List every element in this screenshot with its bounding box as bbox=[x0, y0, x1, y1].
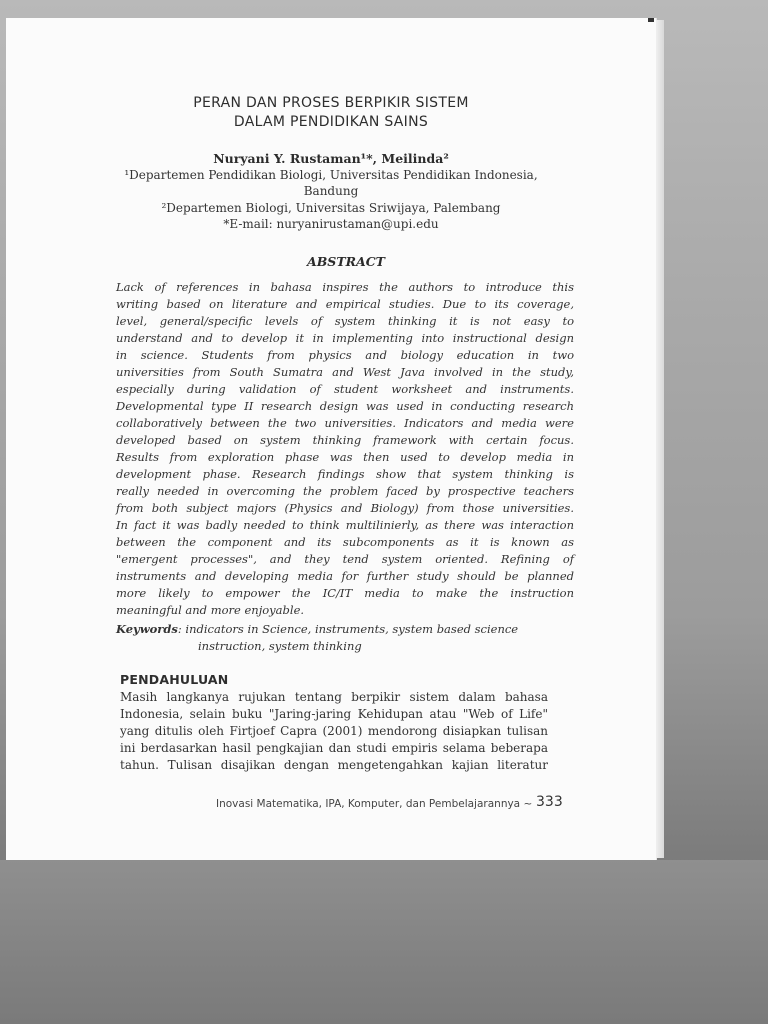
page-edge-shadow bbox=[656, 20, 664, 858]
abstract-heading: ABSTRACT bbox=[307, 254, 385, 269]
abstract-line: developed based on system thinking framework with certain focus. bbox=[116, 433, 574, 447]
body-line: Masih langkanya rujukan tentang berpikir sistem dalam bahasa bbox=[120, 690, 548, 704]
running-footer: Inovasi Matematika, IPA, Komputer, dan Pembelajarannya ~ bbox=[216, 798, 533, 810]
keywords-line-1 bbox=[116, 622, 518, 636]
body-line: ini berdasarkan hasil pengkajian dan studi empiris selama beberapa bbox=[120, 741, 548, 755]
abstract-line: between the component and its subcomponents as it is known as bbox=[116, 535, 574, 549]
body-line: tahun. Tulisan disajikan dengan mengetengahkan kajian literatur bbox=[120, 758, 548, 772]
scanner-bed bbox=[0, 860, 768, 1024]
scan-corner-mark bbox=[648, 18, 654, 22]
abstract-line: Results from exploration phase was then used to develop media in bbox=[116, 450, 574, 464]
abstract-line: especially during validation of student worksheet and instruments. bbox=[116, 382, 574, 396]
paper-title-line-2: DALAM PENDIDIKAN SAINS bbox=[233, 114, 429, 130]
abstract-line: "emergent processes", and they tend system oriented. Refining of bbox=[116, 552, 574, 566]
author-email: *E-mail: nuryanirustaman@upi.edu bbox=[223, 217, 439, 231]
keywords-text-1: : indicators in Science, instruments, system based science bbox=[177, 622, 519, 636]
abstract-line: understand and to develop it in implementing into instructional design bbox=[116, 331, 574, 345]
keywords-text-2: instruction, system thinking bbox=[198, 639, 362, 653]
body-line: Indonesia, selain buku "Jaring-jaring Kehidupan atau "Web of Life" bbox=[120, 707, 548, 721]
abstract-line: In fact it was badly needed to think multilinierly, as there was interaction bbox=[116, 518, 574, 532]
abstract-line: in science. Students from physics and biology education in two bbox=[116, 348, 574, 362]
page-number: 333 bbox=[536, 794, 563, 810]
abstract-line: Lack of references in bahasa inspires the authors to introduce this bbox=[116, 280, 574, 294]
abstract-line: development phase. Research findings show that system thinking is bbox=[116, 467, 574, 481]
abstract-line: Developmental type II research design was used in conducting research bbox=[116, 399, 574, 413]
paper-page bbox=[6, 18, 656, 860]
abstract-line: collaboratively between the two universities. Indicators and media were bbox=[116, 416, 574, 430]
abstract-line: really needed in overcoming the problem faced by prospective teachers bbox=[116, 484, 574, 498]
paper-title-line-1: PERAN DAN PROSES BERPIKIR SISTEM bbox=[193, 95, 469, 111]
abstract-line: universities from South Sumatra and West Java involved in the study, bbox=[116, 365, 574, 379]
abstract-line: instruments and developing media for further study should be planned bbox=[116, 569, 574, 583]
abstract-line: meaningful and more enjoyable. bbox=[116, 603, 305, 617]
body-line: yang ditulis oleh Firtjoef Capra (2001) mendorong disiapkan tulisan bbox=[120, 724, 548, 738]
abstract-line: writing based on literature and empirical studies. Due to its coverage, bbox=[116, 297, 574, 311]
abstract-line: level, general/specific levels of system thinking it is not easy to bbox=[116, 314, 574, 328]
affiliation-1-city: Bandung bbox=[303, 184, 359, 198]
section-heading: PENDAHULUAN bbox=[120, 672, 229, 687]
abstract-line: more likely to empower the IC/IT media to make the instruction bbox=[116, 586, 574, 600]
abstract-line: from both subject majors (Physics and Biology) from those universities. bbox=[116, 501, 574, 515]
affiliation-2: ²Departemen Biologi, Universitas Sriwijaya, Palembang bbox=[161, 201, 501, 215]
keywords-label: Keywords bbox=[116, 622, 178, 636]
author-names: Nuryani Y. Rustaman¹*, Meilinda² bbox=[213, 151, 449, 166]
affiliation-1: ¹Departemen Pendidikan Biologi, Universitas Pendidikan Indonesia, bbox=[124, 168, 538, 182]
page-content bbox=[6, 18, 656, 860]
